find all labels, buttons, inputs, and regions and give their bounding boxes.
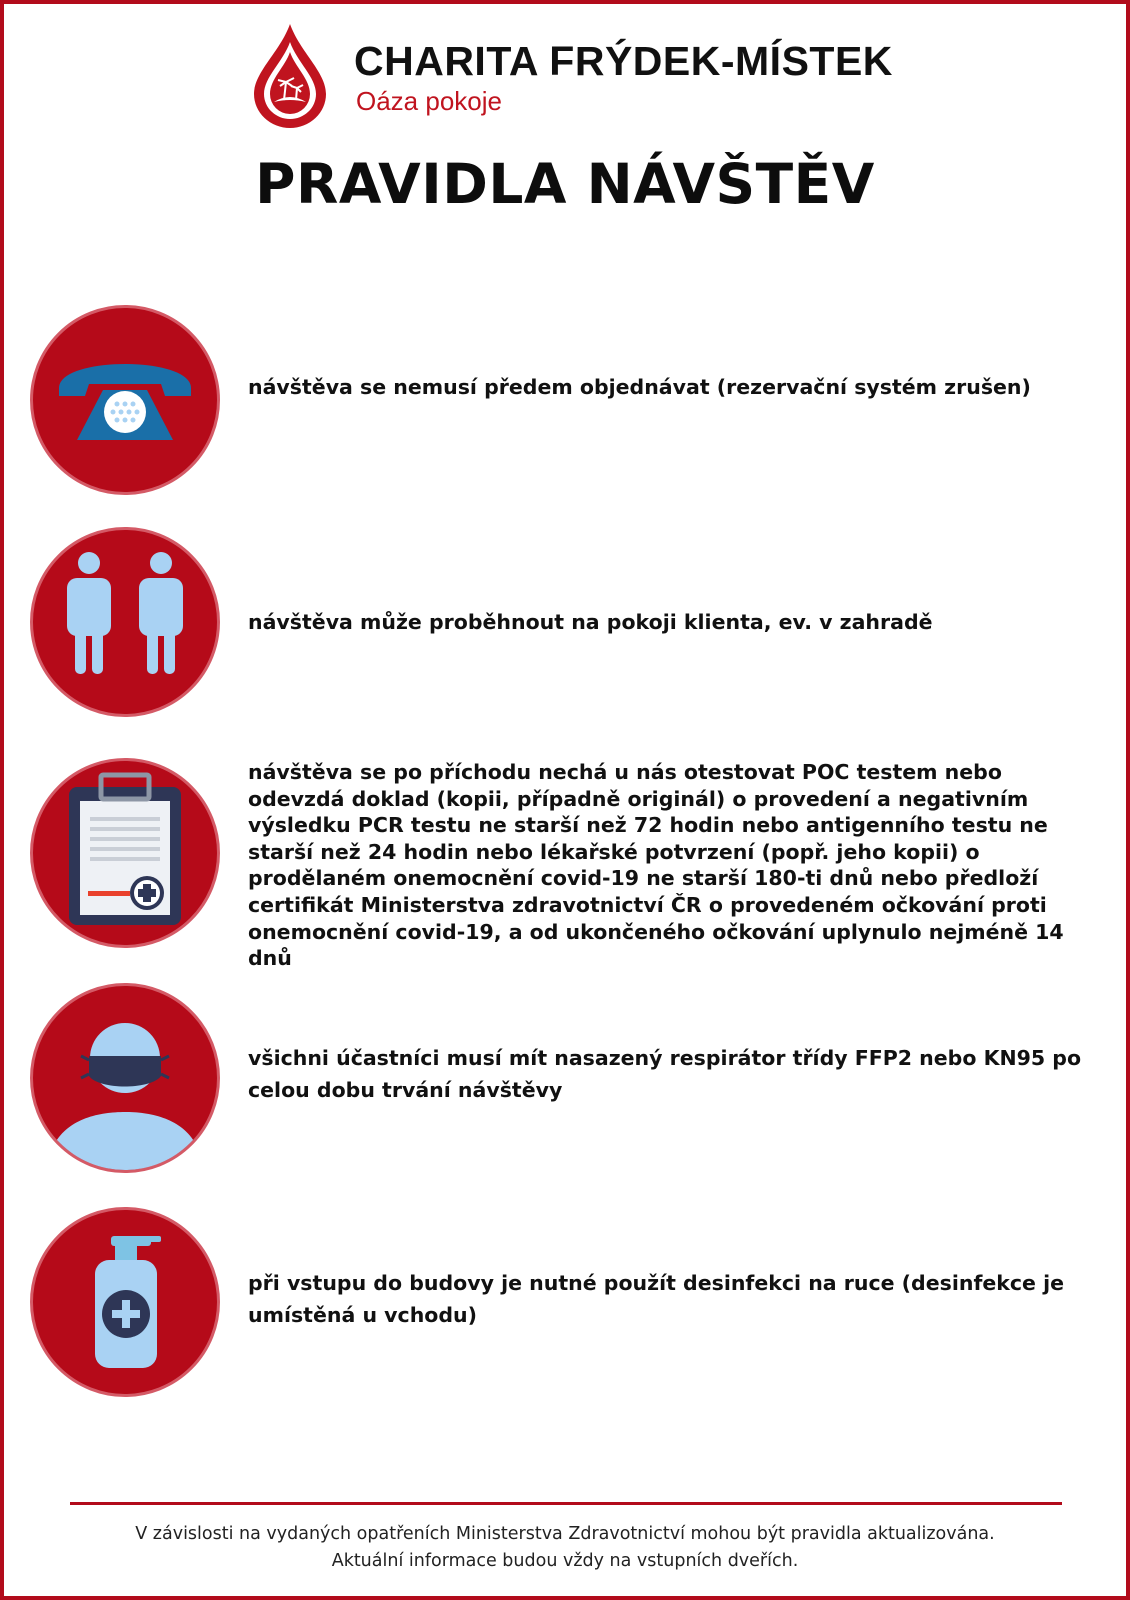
charita-logo-icon	[250, 22, 330, 130]
rule-3-circle	[30, 758, 220, 948]
clipboard-icon	[33, 761, 217, 945]
people-icon	[33, 530, 217, 714]
rule-3-text: návštěva se po příchodu nechá u nás otestovat POC testem nebo odevzdá doklad (kopii, případně originál) o provedení a negativním výsledku PCR testu ne starší než 72 hodin nebo antigenního testu ne starší než 24 hodin nebo lékařské potvrzení (popř. jeho kopii) o prodělaném onemocnění covid-19 ne starší 180-ti dnů nebo předloží certifikát Ministerstva zdravotnictví ČR o provedeném očkování proti onemocnění covid-19, a od ukončeného očkování uplynulo nejméně 14 dnů	[248, 760, 1064, 971]
footer-line-1: V závislosti na vydaných opatřeních Ministerstva Zdravotnictví mohou být pravidla aktualizována.	[135, 1524, 995, 1544]
rule-5-circle	[30, 1207, 220, 1397]
face-mask-icon	[33, 986, 217, 1170]
rule-4-text: všichni účastníci musí mít nasazený respirátor třídy FFP2 nebo KN95 po celou dobu trvání návštěvy	[248, 1046, 1082, 1102]
rule-1-text: návštěva se nemusí předem objednávat (rezervační systém zrušen)	[248, 375, 1031, 399]
rule-1-circle	[30, 305, 220, 495]
rule-2-circle	[30, 527, 220, 717]
rule-2-text: návštěva může proběhnout na pokoji klienta, ev. v zahradě	[248, 610, 933, 634]
rule-4-circle	[30, 983, 220, 1173]
telephone-icon	[33, 308, 217, 492]
organization-name: CHARITA FRÝDEK-MÍSTEK	[354, 38, 893, 84]
footer-divider	[70, 1502, 1062, 1505]
hand-sanitizer-icon	[33, 1210, 217, 1394]
page-title: PRAVIDLA NÁVŠTĚV	[255, 152, 875, 216]
footer-line-2: Aktuální informace budou vždy na vstupních dveřích.	[331, 1551, 799, 1571]
organization-subtitle: Oáza pokoje	[356, 86, 502, 116]
rule-5-text: při vstupu do budovy je nutné použít desinfekci na ruce (desinfekce je umístěná u vchodu)	[248, 1271, 1065, 1327]
